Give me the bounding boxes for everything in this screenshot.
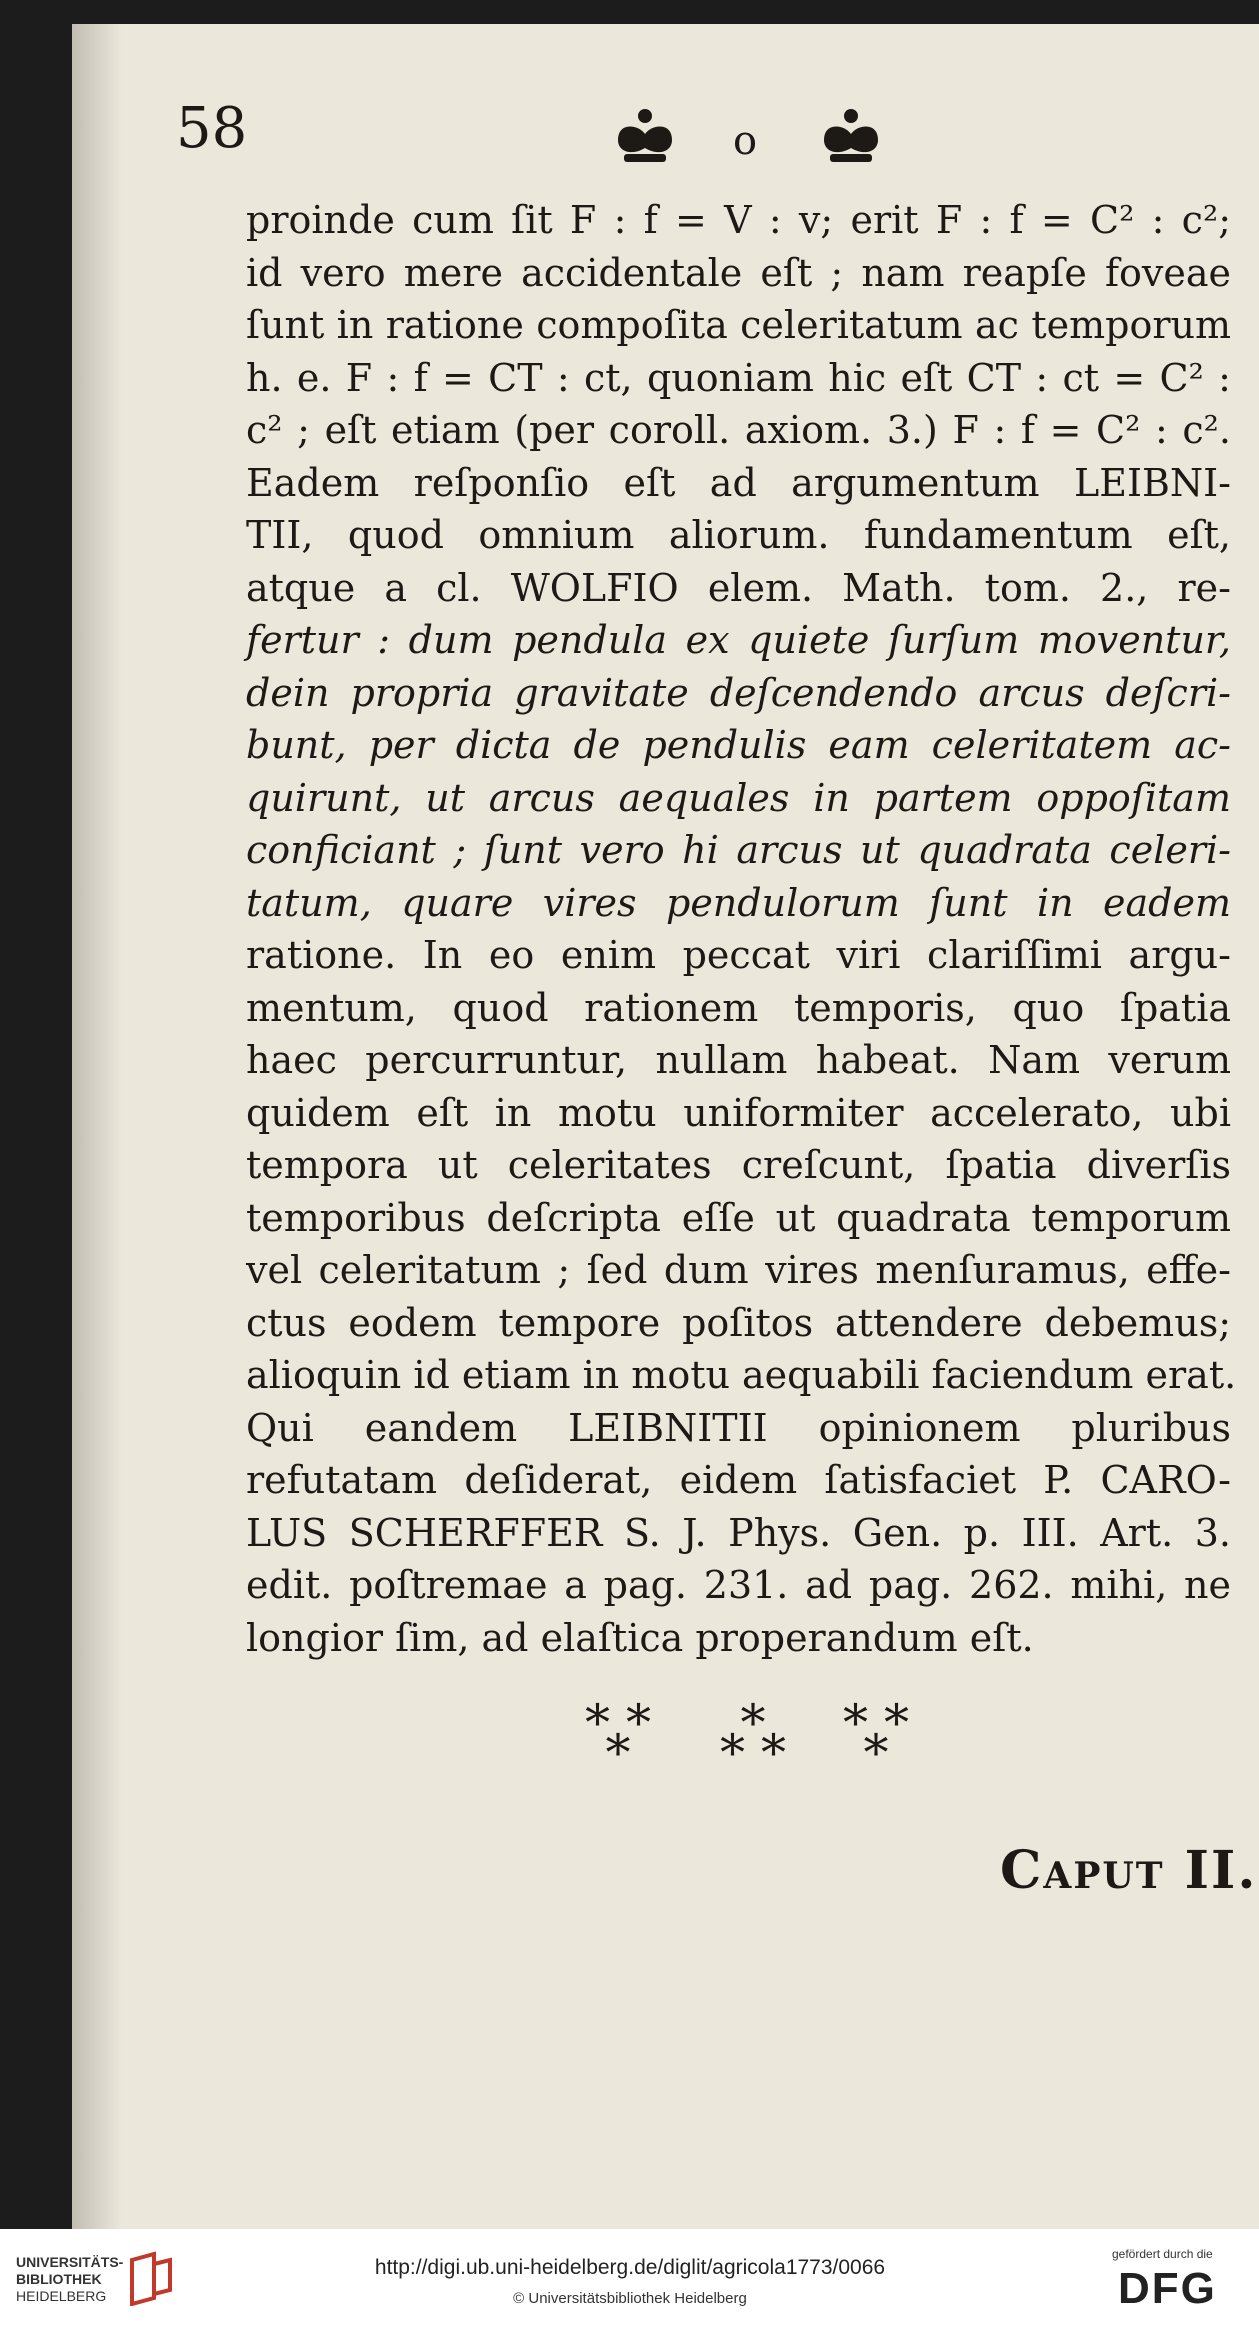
catchword: Caput II. <box>1000 1840 1258 1901</box>
text-line: refutatam deſiderat, eidem ſatisfaciet P. CARO- <box>246 1458 1231 1502</box>
text-line: conficiant ; ſunt vero hi arcus ut quadrata celeri- <box>246 828 1231 872</box>
text-line: ctus eodem tempore poſitos attendere debemus; <box>246 1300 1231 1345</box>
text-line: quidem eſt in motu uniformiter accelerato, ubi <box>246 1090 1231 1135</box>
permalink-url[interactable]: http://digi.ub.uni-heidelberg.de/diglit/agricola1773/0066 <box>374 2256 886 2279</box>
library-logo-icon <box>128 2250 174 2306</box>
funding-note: gefördert durch die <box>1112 2247 1213 2261</box>
right-ornament-icon <box>816 102 886 172</box>
text-line: Eadem reſponſio eſt ad argumentum LEIBNI- <box>246 460 1231 505</box>
institution-name <box>16 2254 123 2305</box>
text-line: c² ; eſt etiam (per coroll. axiom. 3.) F : f = C² : c². <box>246 408 1231 452</box>
text-line: dein propria gravitate deſcendendo arcus deſcri- <box>246 670 1231 715</box>
text-line: tempora ut celeritates creſcunt, ſpatia diverſis <box>246 1143 1231 1187</box>
text-line: tatum, quare vires pendulorum ſunt in eadem <box>246 880 1231 925</box>
dfg-logo: DFG <box>1118 2264 1217 2313</box>
institution-line: BIBLIOTHEK <box>16 2271 102 2287</box>
text-line: alioquin id etiam in motu aequabili faciendum erat. <box>246 1353 1237 1397</box>
left-ornament-icon <box>610 102 680 172</box>
text-line: ſunt in ratione compoſita celeritatum ac temporum <box>246 303 1231 347</box>
text-line: Qui eandem LEIBNITII opinionem pluribus <box>246 1405 1231 1450</box>
text-line: edit. poſtremae a pag. 231. ad pag. 262. mihi, ne <box>246 1563 1231 1607</box>
text-line: atque a cl. WOLFIO elem. Math. tom. 2., re- <box>246 565 1231 610</box>
text-line: h. e. F : f = CT : ct, quoniam hic eſt CT : ct = C² : <box>246 355 1231 400</box>
text-line: id vero mere accidentale eſt ; nam reapſe foveae <box>246 250 1231 295</box>
text-line: mentum, quod rationem temporis, quo ſpatia <box>246 985 1231 1030</box>
institution-line: HEIDELBERG <box>16 2288 107 2304</box>
center-ornament: o <box>733 118 758 164</box>
institution-line: UNIVERSITÄTS- <box>16 2254 124 2270</box>
text-line: haec percurruntur, nullam habeat. Nam verum <box>246 1038 1231 1082</box>
text-line: ratione. In eo enim peccat viri clariſſimi argu- <box>246 933 1231 977</box>
text-line: vel celeritatum ; ſed dum vires menſuramus, effe- <box>246 1248 1231 1292</box>
page-number: 58 <box>176 96 248 161</box>
text-line: TII, quod omnium aliorum. fundamentum eſt, <box>246 513 1231 557</box>
body-text <box>246 194 1237 1664</box>
text-line: temporibus deſcripta eſſe ut quadrata temporum <box>246 1195 1231 1240</box>
asterism: * * * <box>843 1694 909 1782</box>
text-line: proinde cum ſit F : f = V : v; erit F : f = C² : c²; <box>246 198 1231 242</box>
copyright-notice: © Universitätsbibliothek Heidelberg <box>513 2290 747 2307</box>
text-line: quirunt, ut arcus aequales in partem oppoſitam <box>246 775 1231 820</box>
text-line: fertur : dum pendula ex quiete ſurſum moventur, <box>246 618 1231 662</box>
asterism: * * * <box>585 1694 651 1782</box>
text-line: bunt, per dicta de pendulis eam celeritatem ac- <box>246 723 1231 767</box>
text-line: LUS SCHERFFER S. J. Phys. Gen. p. III. Art. 3. <box>246 1510 1231 1555</box>
asterism: * * * <box>720 1694 786 1782</box>
text-line: longior ſim, ad elaſtica properandum eſt. <box>246 1615 1034 1660</box>
